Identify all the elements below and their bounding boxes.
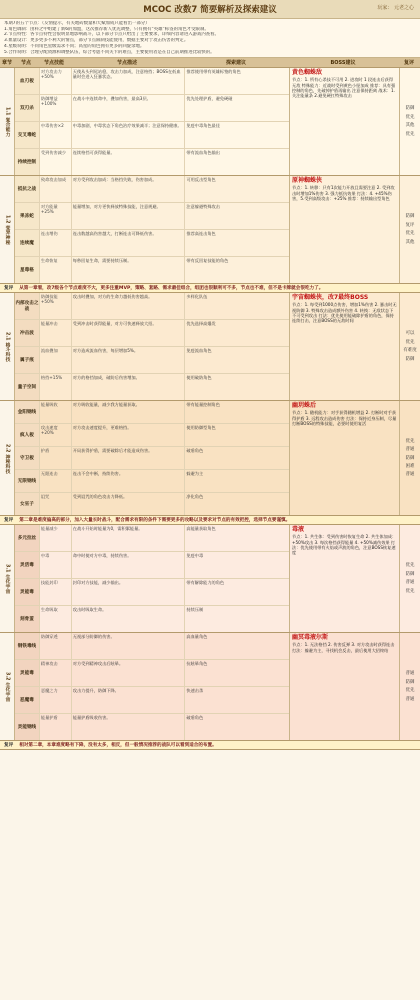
node-description: 对方造成流血伤害，每层增加5%。: [72, 347, 186, 373]
summary-text: 从第一章看，改7级各个节点难度不大，更多注重MVP，策略、套路、需求最佳组合，组团也很顺利可不多，节点也不难，但不是卡牌就会很吃力了。: [19, 286, 324, 292]
node-name: 属子痕: [15, 347, 40, 373]
boss-advice: [290, 401, 400, 515]
table-row: [15, 424, 289, 447]
node-description: 对方的格挡加成，破防后伤害增加。: [72, 374, 186, 400]
chapter-section: [0, 401, 420, 516]
node-advice: 注意躲避特殊攻击: [186, 204, 220, 210]
table-row: [15, 95, 289, 122]
node-skill: 防御增益+100%: [40, 95, 72, 121]
review-values: [406, 560, 415, 597]
node-skill: 连击增伤: [40, 230, 72, 256]
review-column: [400, 68, 420, 175]
table-body: [0, 68, 420, 750]
chapter-rows: [15, 525, 290, 632]
table-row: [15, 68, 289, 95]
table-row: [15, 257, 289, 283]
table-row: [15, 122, 289, 149]
node-advice: 带有反回复技能的角色: [186, 258, 229, 264]
review-value: 防御: [405, 214, 415, 220]
table-row: [15, 633, 289, 660]
node-skill: 能量冲击: [40, 320, 72, 346]
node-advice: 优先选择高爆发: [186, 321, 216, 327]
node-advice: 免疫中毒角色最佳: [186, 123, 220, 129]
intro-notes: [0, 19, 420, 58]
node-skill: 防御穿透: [40, 633, 72, 659]
review-value: 优先: [405, 131, 415, 137]
page-title: MCOC 改数7 简要解析及探索建议: [143, 5, 277, 15]
col-chapter: 章节: [1, 60, 12, 67]
node-description: 封印对方技能，减少输出。: [72, 579, 186, 605]
node-description: 连击数越高伤害越大，打断连击可降低伤害。: [72, 230, 186, 256]
table-row: [15, 579, 289, 606]
node-advice: 多样化队伍: [186, 294, 208, 300]
node-description: 对方受到攻击加成：当格挡失败，伤害加成。: [72, 176, 186, 202]
node-name: 血刃板: [15, 68, 40, 94]
node-name: 抵抗之战: [15, 176, 40, 202]
chapter-label: 3.2 生化宇宙: [0, 633, 15, 740]
node-skill: 护盾: [40, 447, 72, 469]
review-value: 优先: [405, 563, 415, 569]
intro-line: 4.星级说明：不同角色星级需求不同；高星的角色拥有更多的回旋余地。: [4, 43, 145, 49]
node-name: 多元拉丝: [15, 525, 40, 551]
node-skill: 无限连击: [40, 470, 72, 492]
boss-title: 黄色蜘蛛敌: [292, 69, 323, 77]
table-row: [15, 347, 289, 374]
node-skill: 精神攻击: [40, 660, 72, 686]
node-name: 持续控制: [15, 149, 40, 175]
node-name: 金阳钢线: [15, 401, 40, 423]
node-name: 刻骨蛋: [15, 606, 40, 632]
boss-text: 节点：1. 共生体：受到伤害时恢复生命 2. 共生体加成：+50%攻击 3. 每次格挡获得能量 4. +50%减伤效果 打法：优先使用带有火焰或声波的角色，注意BOSS恢复速度: [292, 534, 397, 556]
boss-title: 幽玥蛛后: [292, 402, 317, 410]
node-name: 果冻蛇: [15, 203, 40, 229]
boss-title: 幽冥毒液尔斯: [292, 634, 329, 642]
table-row: [15, 470, 289, 493]
boss-title: 原神蜘蛛侠: [292, 177, 323, 185]
review-value: 普通: [405, 696, 415, 702]
node-skill: 致命攻击加成: [40, 176, 72, 202]
col-desc: 节点描述: [116, 60, 137, 67]
node-name: 交叉毒蛇: [15, 122, 40, 148]
review-value: 普通: [405, 671, 415, 677]
node-skill: 能量护盾: [40, 714, 72, 740]
node-name: 量子空间: [15, 374, 40, 400]
node-advice: 高能量获取角色: [186, 526, 216, 532]
table-header: [0, 58, 420, 68]
boss-advice: [290, 525, 400, 632]
intro-line: 2.节点特性：各节点特性会很明显地影响战斗，以下部分节点只给出了主要要求，详细内容请进入游戏内查看。: [4, 32, 219, 38]
review-values: [406, 211, 415, 248]
review-column: [400, 293, 420, 400]
boss-text: 节点：1. 每受到1000点伤害，增加1%伤害 2. 暴击时无视防御 3. 特殊攻击造成额外伤害 4. 转换：无敌状态下不可受到攻击 打法：优先使用能破除护盾的角色，保持连续打击，注意BOSS的无敌时间: [292, 302, 397, 324]
node-skill: 中毒: [40, 552, 72, 578]
review-value: 普通: [405, 580, 415, 586]
node-name: 冲击波: [15, 320, 40, 346]
node-description: 开局获得护盾，需要破除后才能造成伤害。: [72, 447, 186, 469]
chapter-label: 3.1 生化宇宙: [0, 525, 15, 632]
review-value: 防御: [405, 455, 415, 461]
intro-line: 3.血量设计：更多更多不利大的情点，部分节点限制技能使用，数据主要对于攻击伤害的判定。: [4, 38, 189, 44]
review-column: [400, 176, 420, 283]
node-name: 灵能钢线: [15, 714, 40, 740]
review-value: 其他: [405, 239, 415, 245]
node-description: 受到冲击时获得能量，对方可快速释放大招。: [72, 320, 186, 346]
table-row: [15, 687, 289, 714]
boss-advice: [290, 68, 400, 175]
chapter-section: [0, 68, 420, 176]
node-advice: 使用破防角色: [186, 375, 212, 381]
chapter-rows: [15, 633, 290, 740]
table-row: [15, 149, 289, 175]
boss-text: 节点：1. 无法格挡 2. 伤害反弹 3. 对方攻击时获得连击 打法：躲避为主，寻找机会反击，最后使用大招终结: [292, 642, 395, 653]
summary-text: 第二章是难度偏高的部分，加入大量长时战斗，配合需求有限的条件下需要更多的攻略以及要求对节点的有效把控，选择节点要谨慎。: [19, 518, 291, 524]
node-name: 灵能毒: [15, 579, 40, 605]
node-description: 连击不会中断，持续伤害。: [72, 470, 186, 492]
node-advice: 带有能量控制角色: [186, 402, 220, 408]
boss-advice: [290, 633, 400, 740]
boss-advice: [290, 293, 400, 400]
node-description: 对方攻击速度提升，更难格挡。: [72, 424, 186, 446]
node-name: 连续魔: [15, 230, 40, 256]
col-node: 节点: [20, 60, 31, 67]
node-description: 攻击时叠加，对方的生命力越低伤害越高。: [72, 293, 186, 319]
chapter-label: 1.1 复合能力: [0, 68, 15, 175]
intro-line: 1.角色调制：由科之中组建了新6的加盟，这次推荐新人优先调整，只有拥有“英雄”标签的角色才受限制。: [4, 26, 209, 32]
review-value: 复评: [405, 222, 415, 228]
author-label: 玩家： 元老之心: [377, 5, 414, 11]
chapter-summary: [0, 284, 420, 293]
node-name: 女巫子: [15, 493, 40, 515]
review-value: 优先: [405, 339, 415, 345]
review-value: 优先: [405, 114, 415, 120]
review-value: 防御: [405, 106, 415, 112]
node-name: 疯人板: [15, 424, 40, 446]
node-advice: 净化角色: [186, 494, 204, 500]
chapter-label: 2.2 神秘科技: [0, 401, 15, 515]
node-description: 每秒回复生命，需要持续压制。: [72, 257, 186, 283]
table-row: [15, 374, 289, 400]
node-skill: 对方能量+25%: [40, 203, 72, 229]
node-advice: 快速击杀: [186, 688, 204, 694]
node-advice: 抗眩晕角色: [186, 661, 208, 667]
title-bar: [0, 0, 420, 19]
node-advice: 高血量角色: [186, 634, 208, 640]
col-skill: 节点技能: [43, 60, 64, 67]
boss-text: 节点：1. 所有心杀技不可用 2. 进攻时 1 段连击后获得无敌 特殊能力：近战时受到黄色小怪加成 推荐：具有强控制的角色，先破掉护盾再输出 注意保持距离 战术：1.关注能量条 2.避免硬扛特殊攻击: [292, 77, 396, 99]
node-description: 能量增加，对方更快释放特殊技能，注意规避。: [72, 203, 186, 229]
table-row: [15, 176, 289, 203]
review-values: [406, 103, 415, 140]
review-value: 可以: [405, 331, 415, 337]
node-skill: 恶魔之力: [40, 687, 72, 713]
review-value: 防御: [405, 679, 415, 685]
node-advice: 带有解除能力的角色: [186, 580, 225, 586]
review-column: [400, 401, 420, 515]
node-skill: 对方攻击力+50%: [40, 68, 72, 94]
node-advice: 带有流血角色输出: [186, 150, 220, 156]
table-row: [15, 525, 289, 552]
intro-line: 本期7的五个节点：（友情提示，有关地砖数量和天赋加成只能看出一部分）: [4, 21, 150, 26]
boss-title: 宇宙蜘蛛侠，改7最终BOSS: [292, 294, 369, 302]
chapter-rows: [15, 293, 290, 400]
review-values: [403, 328, 416, 365]
chapter-rows: [15, 68, 290, 175]
node-description: 攻击时吸取生命。: [72, 606, 186, 632]
node-skill: 技能封印: [40, 579, 72, 605]
node-description: 受到诅咒的角色攻击力降低。: [72, 493, 186, 515]
node-advice: 推荐高连击角色: [186, 231, 216, 237]
table-row: [15, 714, 289, 740]
review-value: 普通: [405, 472, 415, 478]
col-advice: 探索建议: [225, 60, 246, 67]
node-advice: 躲避为主: [186, 471, 204, 477]
table-row: [15, 447, 289, 470]
boss-title: 毒液: [292, 526, 305, 534]
node-advice: 破盾角色: [186, 448, 204, 454]
table-row: [15, 203, 289, 230]
node-name: 恶魔毒: [15, 687, 40, 713]
table-row: [15, 293, 289, 320]
summary-label: 复评: [4, 743, 14, 749]
node-name: 灵活毒: [15, 552, 40, 578]
review-value: 优先: [405, 231, 415, 237]
summary-label: 复评: [4, 286, 14, 292]
table-row: [15, 660, 289, 687]
col-review: 复评: [403, 60, 414, 67]
summary-text: 相对第二章，本章难度略有下降，没有太多，相反，但一般情况推荐的战队可以看到适合的布置。: [19, 743, 217, 749]
chapter-summary: [0, 741, 420, 750]
node-advice: 可用反击型角色: [186, 177, 216, 183]
col-boss: BOSS建议: [330, 60, 356, 67]
table-row: [15, 230, 289, 257]
node-advice: 持续压制: [186, 607, 204, 613]
node-skill: 生命恢复: [40, 257, 72, 283]
review-column: [400, 525, 420, 632]
node-description: 对方吸收能量，减少我方能量获取。: [72, 401, 186, 423]
table-row: [15, 606, 289, 632]
boss-advice: [290, 176, 400, 283]
node-name: 内部攻击之战: [15, 293, 40, 319]
chapter-label: 1.2 变异神秘: [0, 176, 15, 283]
node-name: 星莓格: [15, 257, 40, 283]
review-column: [400, 633, 420, 740]
review-values: [406, 668, 415, 705]
node-description: 攻击力提升，防御下降。: [72, 687, 186, 713]
boss-text: 节点：1. 随机能力：对手获得随机增益 2. 打断时对手获得护盾 3. 远程攻击造成伤害 打法：保持近身压制，尽量打断BOSS的特殊技能，必要时使用复活: [292, 410, 397, 426]
review-value: 普通: [405, 447, 415, 453]
review-value: 其他: [405, 123, 415, 129]
node-name: 双刃杀: [15, 95, 40, 121]
node-name: 无限钢线: [15, 470, 40, 492]
chapter-rows: [15, 401, 290, 515]
review-values: [406, 436, 415, 481]
review-value: 优先: [405, 438, 415, 444]
chapter-section: [0, 525, 420, 633]
node-advice: 推荐使用带有英雄标签的角色: [186, 69, 241, 75]
node-description: 在战斗开始时能量为0，需积累能量。: [72, 525, 186, 551]
node-description: 能量护盾吸收伤害。: [72, 714, 186, 740]
chapter-section: [0, 633, 420, 741]
chapter-label: 2.1 格斗科技: [0, 293, 15, 400]
table-row: [15, 493, 289, 515]
node-skill: 防御技能+50%: [40, 293, 72, 319]
node-skill: 诅咒: [40, 493, 72, 515]
node-description: 中毒加剧，中毒状态下角色治疗效果减半；注意保持健康。: [72, 122, 186, 148]
review-value: 优先: [405, 588, 415, 594]
node-name: 灵能毒: [15, 660, 40, 686]
node-advice: 免疫中毒: [186, 553, 204, 559]
chapter-rows: [15, 176, 290, 283]
review-value: 优先: [405, 688, 415, 694]
node-skill: 流血叠加: [40, 347, 72, 373]
node-description: 天使从头到尾站稳，攻击力加成，注意格挡；BOSS在低血量时会进入狂暴状态。: [72, 68, 186, 94]
node-description: 对方受到精神攻击后眩晕。: [72, 660, 186, 686]
node-advice: 使用防御型角色: [186, 425, 216, 431]
node-name: 守卫板: [15, 447, 40, 469]
table-row: [15, 401, 289, 424]
review-value: 防御: [405, 571, 415, 577]
node-skill: 受到伤害减少: [40, 149, 72, 175]
node-skill: 攻击速度+20%: [40, 424, 72, 446]
review-value: 防御: [405, 356, 415, 362]
node-skill: 能量减少: [40, 525, 72, 551]
node-description: 命中时使对方中毒，持续伤害。: [72, 552, 186, 578]
chapter-summary: [0, 516, 420, 525]
node-name: 钢铁毒线: [15, 633, 40, 659]
node-description: 无视部分防御的伤害。: [72, 633, 186, 659]
boss-text: 节点：1. 转移：只有1次能力开放且需要注意 2. 受到攻击时增加1%伤害 3. 强力抵抗效果 打法：4. +45%伤害，5.受到高级攻击：+25% 推荐：持续输出型角色: [292, 185, 395, 201]
node-advice: 优先处理护盾，避免硬碰: [186, 96, 233, 102]
node-advice: 破盾角色: [186, 715, 204, 721]
chapter-section: [0, 293, 420, 401]
node-skill: 能量吸收: [40, 401, 72, 423]
summary-label: 复评: [4, 518, 14, 524]
node-skill: 生命吸取: [40, 606, 72, 632]
chapter-section: [0, 176, 420, 284]
intro-line: 5.合作说明：合理分配资源和调整队伍，综合考虑不同关卡的难点，主要使用者是在自己前期推进比较快的。: [4, 49, 215, 55]
node-description: 在战斗中连续命中，叠加伤害，最高3层。: [72, 95, 186, 121]
node-description: 连续格挡可获得能量。: [72, 149, 186, 175]
node-advice: 免疫流血角色: [186, 348, 212, 354]
node-skill: 中毒伤害×2: [40, 122, 72, 148]
review-value: 有难度: [403, 348, 417, 354]
table-row: [15, 552, 289, 579]
review-value: 困难: [405, 463, 415, 469]
table-row: [15, 320, 289, 347]
node-skill: 格挡+15%: [40, 374, 72, 400]
